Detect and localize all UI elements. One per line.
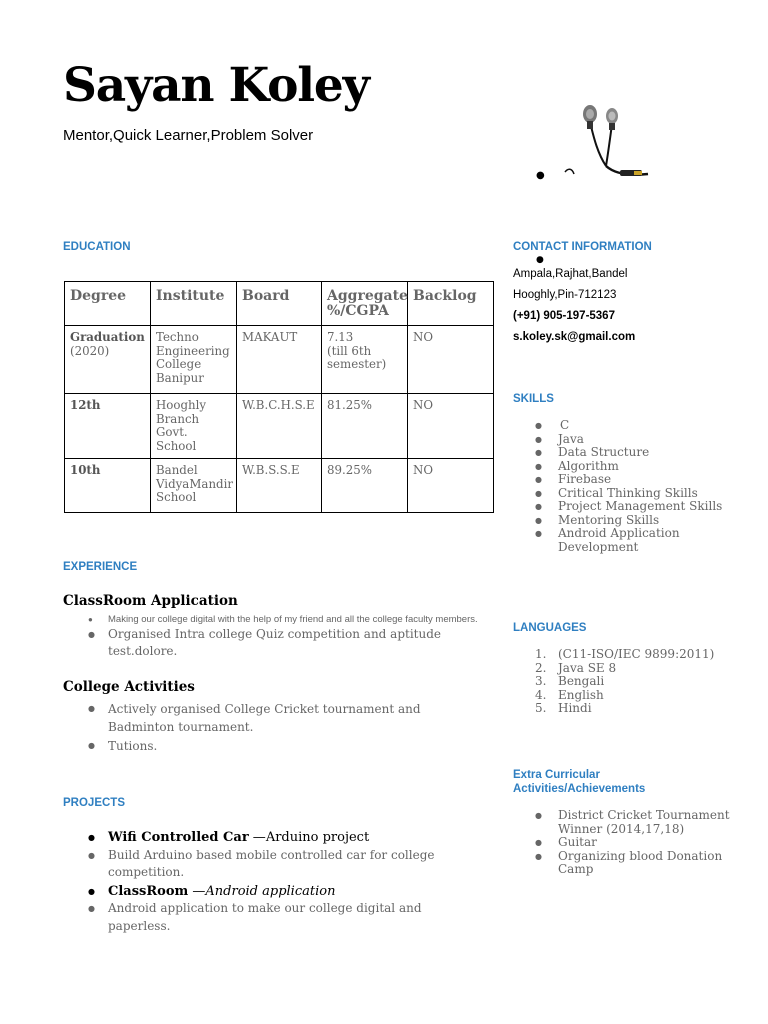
degree-year: (2020): [70, 343, 110, 358]
project-type: Android application: [205, 883, 336, 899]
list-item: ● Actively organised College Cricket tournament and Badminton tournament.: [63, 700, 483, 736]
list-item: ● Mentoring Skills: [513, 514, 758, 528]
list-item: ● Organizing blood Donation Camp: [513, 850, 758, 877]
project-title: [63, 883, 483, 901]
list-item: [513, 689, 758, 703]
skill-label: C: [560, 418, 570, 432]
degree-cell: [65, 326, 151, 394]
table-row: [65, 326, 494, 394]
degree-cell: 12th: [65, 394, 151, 459]
project-description: ● Build Arduino based mobile controlled car for college competition.: [63, 847, 483, 882]
projects-heading: PROJECTS: [63, 797, 125, 809]
extra-curricular-heading: Extra Curricular Activities/Achievements: [513, 769, 646, 795]
list-number: 1.: [535, 647, 547, 661]
project-name: ClassRoom: [108, 883, 189, 899]
list-item: ● Guitar: [513, 836, 758, 850]
aggregate-cell: [322, 326, 408, 394]
table-row: [65, 394, 494, 459]
project-separator: —: [248, 830, 266, 845]
project-type: Arduino project: [265, 830, 370, 845]
backlog-cell: NO: [408, 459, 494, 513]
list-item: ● Data Structure: [513, 446, 758, 460]
contact-phone: (+91) 905-197-5367: [513, 310, 615, 322]
skills-list: [513, 419, 758, 554]
aggregate-note: (till 6th semester): [327, 343, 387, 371]
list-number: 2.: [535, 660, 547, 675]
contact-address-line2: Hooghly,Pin-712123: [513, 289, 617, 301]
contact-email: s.koley.sk@gmail.com: [513, 331, 636, 343]
list-item: ● Critical Thinking Skills: [513, 487, 758, 501]
list-number: 3.: [535, 674, 547, 688]
column-header-institute: Institute: [151, 282, 237, 326]
language-label: Bengali: [558, 674, 605, 688]
aggregate-cell: 81.25%: [322, 394, 408, 459]
list-item: ● Firebase: [513, 473, 758, 487]
table-row: [65, 459, 494, 513]
institute-cell: Techno Engineering College Banipur: [151, 326, 237, 394]
column-header-aggregate: Aggregate %/CGPA: [322, 282, 408, 326]
list-item: ● Java: [513, 433, 758, 447]
list-item: [513, 648, 758, 662]
project-name: Wifi Controlled Car: [108, 830, 249, 845]
aggregate-cell: 89.25%: [322, 459, 408, 513]
languages-heading: LANGUAGES: [513, 622, 587, 634]
list-item: ● Organised Intra college Quiz competition and aptitude test.dolore.: [63, 626, 483, 660]
board-cell: W.B.C.H.S.E: [237, 394, 322, 459]
table-header-row: [65, 282, 494, 326]
photo-bullet: ●: [536, 170, 545, 181]
list-item: ● Making our college digital with the help of my friend and all the college faculty members.: [63, 614, 483, 626]
list-item: ● Android Application Development: [513, 527, 758, 554]
earphones-image: [560, 94, 650, 184]
education-table: [64, 281, 494, 513]
list-item: ● Algorithm: [513, 460, 758, 474]
candidate-name: Sayan Koley: [63, 58, 369, 113]
language-label: (C11-ISO/IEC 9899:2011): [558, 647, 715, 661]
aggregate-value: 7.13: [327, 330, 354, 344]
column-header-degree: Degree: [65, 282, 151, 326]
experience-points: [63, 614, 483, 660]
language-label: English: [558, 687, 604, 702]
candidate-tagline: Mentor,Quick Learner,Problem Solver: [63, 127, 314, 144]
experience-points: [63, 700, 483, 756]
list-number: 5.: [535, 701, 547, 715]
language-label: Hindi: [558, 701, 592, 715]
contact-block: [513, 256, 753, 348]
project-description: ● Android application to make our college digital and paperless.: [63, 900, 483, 935]
institute-cell: Bandel VidyaMandir School: [151, 459, 237, 513]
list-item: [513, 662, 758, 676]
column-header-backlog: Backlog: [408, 282, 494, 326]
degree-cell: 10th: [65, 459, 151, 513]
experience-title: ClassRoom Application: [63, 593, 238, 609]
list-item: ● District Cricket Tournament Winner (2014,17,18): [513, 809, 758, 836]
contact-heading: CONTACT INFORMATION: [513, 241, 652, 253]
list-item: [513, 419, 758, 433]
experience-title: College Activities: [63, 679, 195, 695]
list-number: 4.: [535, 687, 547, 702]
degree-name: Graduation: [70, 330, 145, 344]
list-item: [513, 702, 758, 716]
board-cell: MAKAUT: [237, 326, 322, 394]
education-heading: EDUCATION: [63, 241, 131, 253]
list-item: ● Tutions.: [63, 737, 483, 755]
skills-heading: SKILLS: [513, 393, 554, 405]
column-header-board: Board: [237, 282, 322, 326]
project-separator: —: [188, 883, 206, 899]
backlog-cell: NO: [408, 326, 494, 394]
list-item: [513, 675, 758, 689]
list-item: ● Project Management Skills: [513, 500, 758, 514]
backlog-cell: NO: [408, 394, 494, 459]
board-cell: W.B.S.S.E: [237, 459, 322, 513]
experience-heading: EXPERIENCE: [63, 561, 138, 573]
projects-list: [63, 829, 483, 935]
contact-address-line1: Ampala,Rajhat,Bandel: [513, 268, 628, 280]
achievements-list: [513, 809, 758, 877]
project-title: [63, 829, 483, 847]
contact-bullet: ●: [536, 255, 544, 265]
language-label: Java SE 8: [558, 660, 617, 675]
languages-list: [513, 648, 758, 716]
institute-cell: Hooghly Branch Govt. School: [151, 394, 237, 459]
